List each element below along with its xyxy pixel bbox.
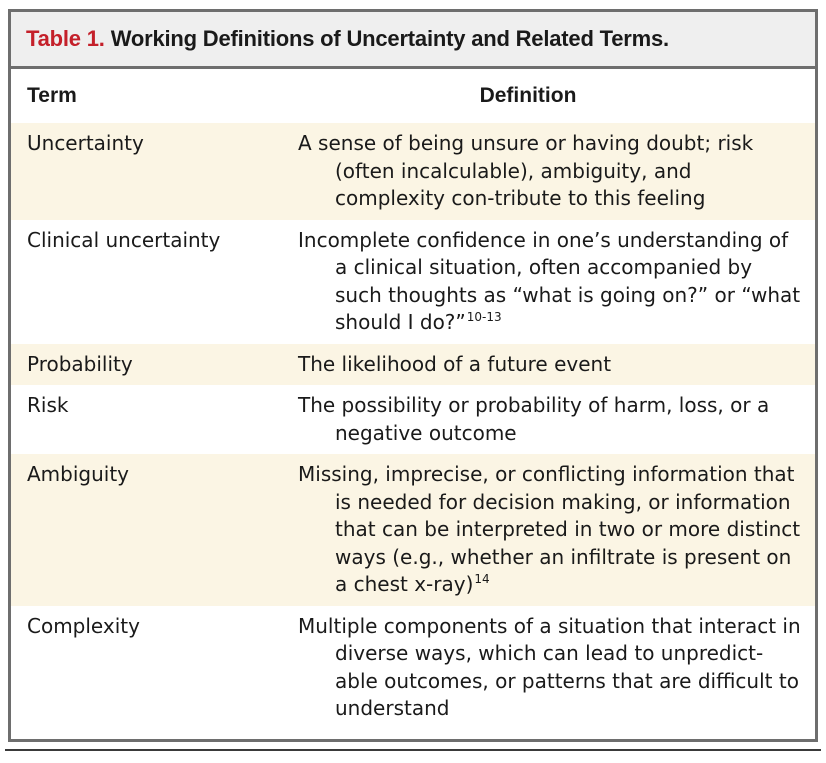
definition-cell (297, 130, 815, 213)
table-row-complexity (11, 606, 815, 730)
definition-text: The possibility or probability of harm, loss, or a negative outcome (298, 393, 770, 445)
definition-cell (297, 461, 815, 599)
table-caption (11, 12, 815, 69)
definition-text: The likelihood of a future event (298, 351, 612, 376)
column-header-term: Term (27, 84, 77, 107)
definition-cell (297, 392, 815, 447)
definition-cell (297, 613, 815, 723)
term-cell: Uncertainty (27, 131, 144, 155)
table-row-clinical-uncertainty (11, 220, 815, 344)
reference-superscript: 14 (474, 572, 490, 587)
definitions-table (8, 9, 818, 742)
term-cell: Clinical uncertainty (27, 227, 221, 252)
term-cell: Ambiguity (27, 462, 130, 486)
definition-text: Multiple components of a situation that interact in diverse ways, which can lead to unpredict-able outcomes, or patterns that are difficult to understand (298, 613, 801, 720)
column-header-definition: Definition (479, 84, 577, 107)
definition-text: A sense of being unsure or having doubt; risk (often incalculable), ambiguity, and complexity con-tribute to this feeling (298, 131, 754, 210)
term-cell: Complexity (27, 613, 140, 638)
table-row-risk (11, 385, 815, 454)
term-cell: Risk (27, 393, 69, 417)
table-caption-title: Working Definitions of Uncertainty and Related Terms. (110, 26, 669, 51)
definition-cell (297, 227, 815, 337)
table-row-uncertainty (11, 123, 815, 220)
table-caption-label: Table 1. (26, 26, 105, 51)
definition-text: Incomplete confidence in one’s understanding of a clinical situation, often accompanied by such thoughts as “what is going on?” or “what should I do?” (298, 227, 801, 334)
term-cell: Probability (27, 351, 133, 376)
table-row-ambiguity (11, 454, 815, 606)
reference-superscript: 10-13 (466, 310, 502, 325)
bottom-rule-divider (5, 749, 821, 751)
definition-text: Missing, imprecise, or conflicting information that is needed for decision making, or information that can be interpreted in two or more distinct ways (e.g., whether an infiltrate is present on a chest x-ray) (298, 462, 801, 596)
definition-cell (297, 351, 815, 379)
table-row-probability (11, 344, 815, 386)
table-header-row (11, 69, 815, 123)
